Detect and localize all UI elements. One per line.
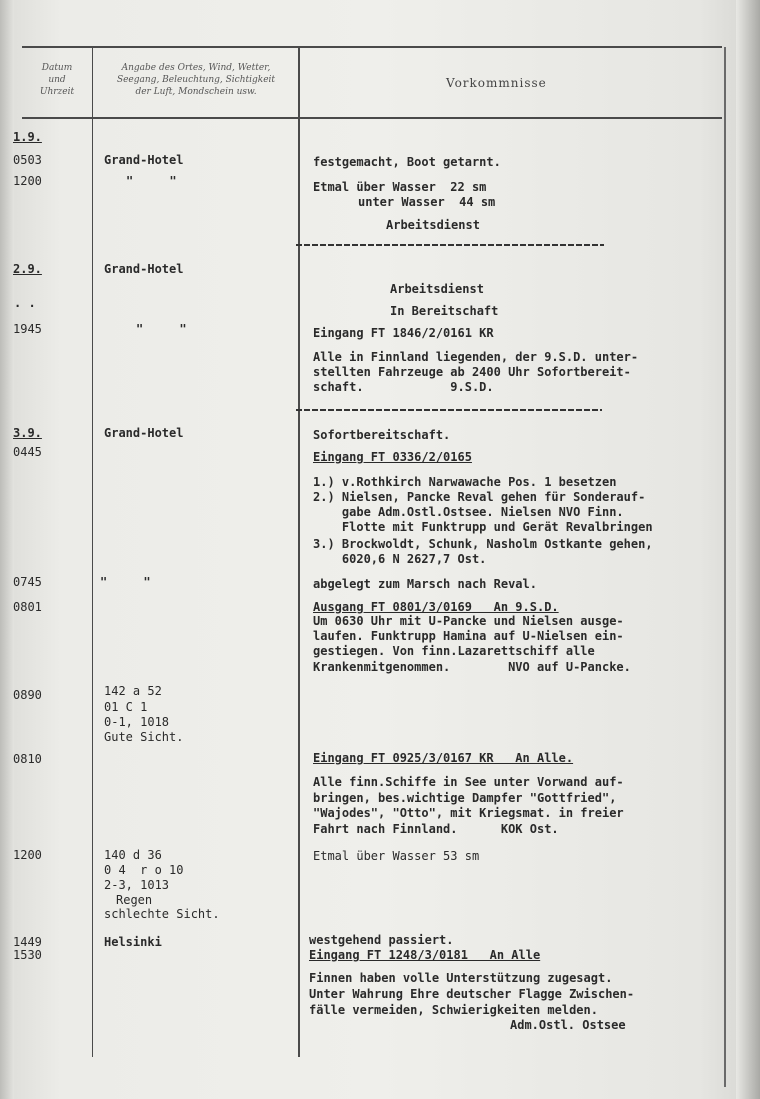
place-text: 0-1, 1018 xyxy=(104,715,170,729)
place-text: 01 C 1 xyxy=(104,700,148,714)
event-text: 6020,6 N 2627,7 Ost. xyxy=(313,552,487,566)
event-text: Um 0630 Uhr mit U-Pancke und Nielsen ausge- xyxy=(313,614,624,628)
event-text: Arbeitsdienst xyxy=(386,218,480,232)
header-place-line1: Angabe des Ortes, Wind, Wetter, xyxy=(121,63,271,73)
event-text: bringen, bes.wichtige Dampfer "Gottfried", xyxy=(313,791,617,805)
event-text: Eingang FT 1846/2/0161 KR xyxy=(313,326,494,340)
event-text: "Wajodes", "Otto", mit Kriegsmat. in freier xyxy=(313,806,624,820)
place-text: " " xyxy=(100,575,151,589)
event-text: Finnen haben volle Unterstützung zugesagt. xyxy=(309,971,613,985)
event-text: Ausgang FT 0801/3/0169 An 9.S.D. xyxy=(313,600,559,614)
time-label: 0445 xyxy=(13,445,42,459)
time-label: 0810 xyxy=(13,752,42,766)
header-place-line3: der Luft, Mondschein usw. xyxy=(135,87,257,97)
time-label: 1449 xyxy=(13,935,42,949)
event-text: unter Wasser 44 sm xyxy=(358,195,496,209)
header-date-column xyxy=(24,62,90,98)
event-text: Unter Wahrung Ehre deutscher Flagge Zwischen- xyxy=(309,987,635,1001)
place-text: Regen xyxy=(116,893,153,907)
place-text: 2-3, 1013 xyxy=(104,878,170,892)
event-text: abgelegt zum Marsch nach Reval. xyxy=(313,577,537,591)
event-text: Alle in Finnland liegenden, der 9.S.D. unter- xyxy=(313,350,639,364)
place-text: 140 d 36 xyxy=(104,848,162,862)
event-text: laufen. Funktrupp Hamina auf U-Nielsen ein- xyxy=(313,629,624,643)
date-label: 3.9. xyxy=(13,426,42,440)
right-border xyxy=(724,47,726,1087)
event-text: Etmal über Wasser 22 sm xyxy=(313,180,487,194)
time-label: 1530 xyxy=(13,948,42,962)
event-text: Arbeitsdienst xyxy=(390,282,484,296)
event-text: 2.) Nielsen, Pancke Reval gehen für Sonderauf- xyxy=(313,490,646,504)
header-bottom-rule xyxy=(22,117,722,119)
time-label: 0503 xyxy=(13,153,42,167)
time-label: 0745 xyxy=(13,575,42,589)
date-dots: . . xyxy=(14,296,36,310)
day-separator-2 xyxy=(296,409,602,411)
event-text: gestiegen. Von finn.Lazarettschiff alle xyxy=(313,644,595,658)
event-text: fälle vermeiden, Schwierigkeiten melden. xyxy=(309,1003,598,1017)
time-label: 1945 xyxy=(13,322,42,336)
event-text: Adm.Ostl. Ostsee xyxy=(510,1018,626,1032)
day-separator-1 xyxy=(296,244,604,246)
event-text: gabe Adm.Ostl.Ostsee. Nielsen NVO Finn. xyxy=(313,505,624,519)
event-text: Fahrt nach Finnland. KOK Ost. xyxy=(313,822,559,836)
place-text: schlechte Sicht. xyxy=(104,907,220,921)
page-edge-left xyxy=(0,0,14,1099)
header-date-line2: und xyxy=(48,75,66,85)
event-text: Krankenmitgenommen. NVO auf U-Pancke. xyxy=(313,660,631,674)
event-text: schaft. 9.S.D. xyxy=(313,380,494,394)
event-text: In Bereitschaft xyxy=(390,304,499,318)
header-date-line1: Datum xyxy=(41,63,73,73)
event-text: Eingang FT 0336/2/0165 xyxy=(313,450,472,464)
event-text: Flotte mit Funktrupp und Gerät Revalbringen xyxy=(313,520,653,534)
time-label: 1200 xyxy=(13,848,42,862)
time-label: 1200 xyxy=(13,174,42,188)
place-text: " " xyxy=(126,174,177,188)
place-text: 142 a 52 xyxy=(104,684,162,698)
event-text: Etmal über Wasser 53 sm xyxy=(313,849,480,863)
place-text: Helsinki xyxy=(104,935,162,949)
page-edge-right xyxy=(736,0,760,1099)
time-label: 0801 xyxy=(13,600,42,614)
date-label: 2.9. xyxy=(13,262,42,276)
column-divider-2 xyxy=(298,47,300,1057)
event-text: 1.) v.Rothkirch Narwawache Pos. 1 besetzen xyxy=(313,475,617,489)
event-text: Eingang FT 1248/3/0181 An Alle xyxy=(309,948,541,962)
event-text: Sofortbereitschaft. xyxy=(313,428,451,442)
date-label: 1.9. xyxy=(13,130,42,144)
time-label: 0890 xyxy=(13,688,42,702)
place-text: Grand-Hotel xyxy=(104,426,184,440)
header-date-line3: Uhrzeit xyxy=(39,87,75,97)
header-place-column xyxy=(94,62,298,98)
event-text: festgemacht, Boot getarnt. xyxy=(313,155,501,169)
place-text: Grand-Hotel xyxy=(104,262,184,276)
place-text: " " xyxy=(136,322,187,336)
place-text: 0 4 r o 10 xyxy=(104,863,184,877)
header-events-column: Vorkommnisse xyxy=(446,76,547,90)
top-rule xyxy=(22,46,722,48)
event-text: Eingang FT 0925/3/0167 KR An Alle. xyxy=(313,751,574,765)
column-divider-1 xyxy=(92,47,93,1057)
event-text: 3.) Brockwoldt, Schunk, Nasholm Ostkante gehen, xyxy=(313,537,653,551)
event-text: stellten Fahrzeuge ab 2400 Uhr Sofortbereit- xyxy=(313,365,631,379)
event-text: westgehend passiert. xyxy=(309,933,454,947)
header-place-line2: Seegang, Beleuchtung, Sichtigkeit xyxy=(116,75,276,85)
place-text: Gute Sicht. xyxy=(104,730,184,744)
event-text: Alle finn.Schiffe in See unter Vorwand auf- xyxy=(313,775,624,789)
place-text: Grand-Hotel xyxy=(104,153,184,167)
